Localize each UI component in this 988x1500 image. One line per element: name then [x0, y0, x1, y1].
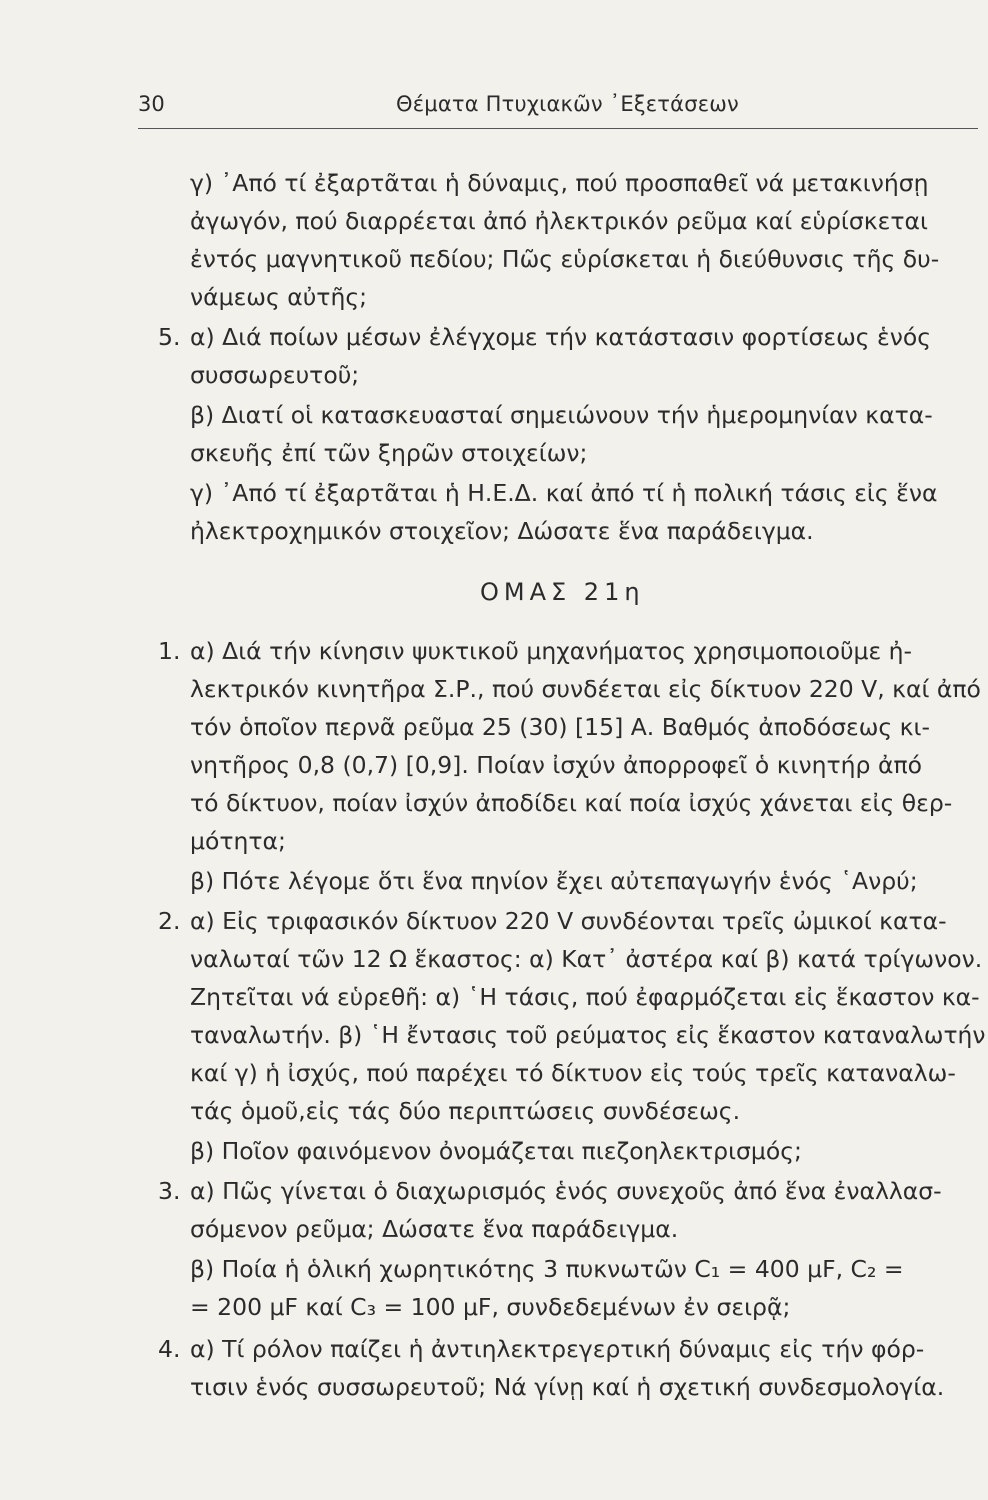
text-line: γ) ᾿Από τί ἐξαρτᾶται ἡ Η.Ε.Δ. καί ἀπό τί ἡ πολική τάσις εἰς ἕνα [190, 479, 938, 507]
question-number: 5. [158, 323, 181, 351]
text-line: β) Ποῖον φαινόμενον ὀνομάζεται πιεζοηλεκτρισμός; [190, 1137, 802, 1165]
text-line: α) Πῶς γίνεται ὁ διαχωρισμός ἑνός συνεχοῦς ἀπό ἕνα ἐναλλασ- [190, 1177, 942, 1205]
text-line: Ζητεῖται νά εὑρεθῆ: α) ῾Η τάσις, πού ἐφαρμόζεται εἰς ἕκαστον κα- [190, 983, 980, 1011]
text-line: συσσωρευτοῦ; [190, 361, 360, 389]
text-line: α) Διά τήν κίνησιν ψυκτικοῦ μηχανήματος χρησιμοποιοῦμε ἠ- [190, 637, 913, 665]
text-line: α) Διά ποίων μέσων ἐλέγχομε τήν κατάστασιν φορτίσεως ἑνός [190, 323, 932, 351]
question-number: 3. [158, 1177, 181, 1205]
question-number: 4. [158, 1335, 181, 1363]
group-heading: ΟΜΑΣ 21η [480, 578, 645, 606]
text-line: μότητα; [190, 827, 286, 855]
text-line: β) Πότε λέγομε ὅτι ἕνα πηνίον ἔχει αὐτεπαγωγήν ἑνός ῾Ανρύ; [190, 867, 918, 895]
text-line: ἐντός μαγνητικοῦ πεδίου; Πῶς εὑρίσκεται ἡ διεύθυνσις τῆς δυ- [190, 245, 940, 273]
text-line: β) Ποία ἡ ὁλική χωρητικότης 3 πυκνωτῶν C₁ = 400 μF, C₂ = [190, 1255, 904, 1283]
text-line: τάς ὁμοῦ,εἰς τάς δύο περιπτώσεις συνδέσεως. [190, 1097, 741, 1125]
text-line: γ) ᾿Από τί ἐξαρτᾶται ἡ δύναμις, πού προσπαθεῖ νά μετακινήσῃ [190, 169, 929, 197]
page-header [138, 92, 978, 129]
text-line: νάμεως αὐτῆς; [190, 283, 368, 311]
question-number: 2. [158, 907, 181, 935]
text-line: ἠλεκτροχημικόν στοιχεῖον; Δώσατε ἕνα παράδειγμα. [190, 517, 814, 545]
page-number: 30 [138, 92, 165, 116]
text-line: νητῆρος 0,8 (0,7) [0,9]. Ποίαν ἰσχύν ἀπορροφεῖ ὁ κινητήρ ἀπό [190, 751, 922, 779]
text-line: καί γ) ἡ ἰσχύς, πού παρέχει τό δίκτυον εἰς τούς τρεῖς καταναλω- [190, 1059, 956, 1087]
text-line: ἀγωγόν, πού διαρρέεται ἀπό ἠλεκτρικόν ρεῦμα καί εὑρίσκεται [190, 207, 928, 235]
text-line: α) Εἰς τριφασικόν δίκτυον 220 V συνδέονται τρεῖς ὠμικοί κατα- [190, 907, 947, 935]
text-line: α) Τί ρόλον παίζει ἡ ἀντιηλεκτρεγερτική δύναμις εἰς τήν φόρ- [190, 1335, 925, 1363]
text-line: τό δίκτυον, ποίαν ἰσχύν ἀποδίδει καί ποία ἰσχύς χάνεται εἰς θερ- [190, 789, 953, 817]
text-line: σκευῆς ἐπί τῶν ξηρῶν στοιχείων; [190, 439, 588, 467]
text-line: σόμενον ρεῦμα; Δώσατε ἕνα παράδειγμα. [190, 1215, 679, 1243]
text-line: λεκτρικόν κινητῆρα Σ.Ρ., πού συνδέεται εἰς δίκτυον 220 V, καί ἀπό [190, 675, 981, 703]
text-line: = 200 μF καί C₃ = 100 μF, συνδεδεμένων ἐν σειρᾷ; [190, 1293, 791, 1321]
question-number: 1. [158, 637, 181, 665]
text-line: τισιν ἑνός συσσωρευτοῦ; Νά γίνῃ καί ἡ σχετική συνδεσμολογία. [190, 1373, 945, 1401]
text-line: β) Διατί οἱ κατασκευασταί σημειώνουν τήν ἡμερομηνίαν κατα- [190, 401, 933, 429]
text-line: ταναλωτήν. β) ῾Η ἔντασις τοῦ ρεύματος εἰς ἕκαστον καταναλωτήν [190, 1021, 986, 1049]
text-line: τόν ὁποῖον περνᾶ ρεῦμα 25 (30) [15] Α. Βαθμός ἀποδόσεως κι- [190, 713, 930, 741]
text-line: ναλωταί τῶν 12 Ω ἕκαστος: α) Κατ᾿ ἀστέρα καί β) κατά τρίγωνον. [190, 945, 983, 973]
running-title: Θέματα Πτυχιακῶν ᾿Εξετάσεων [396, 92, 739, 116]
